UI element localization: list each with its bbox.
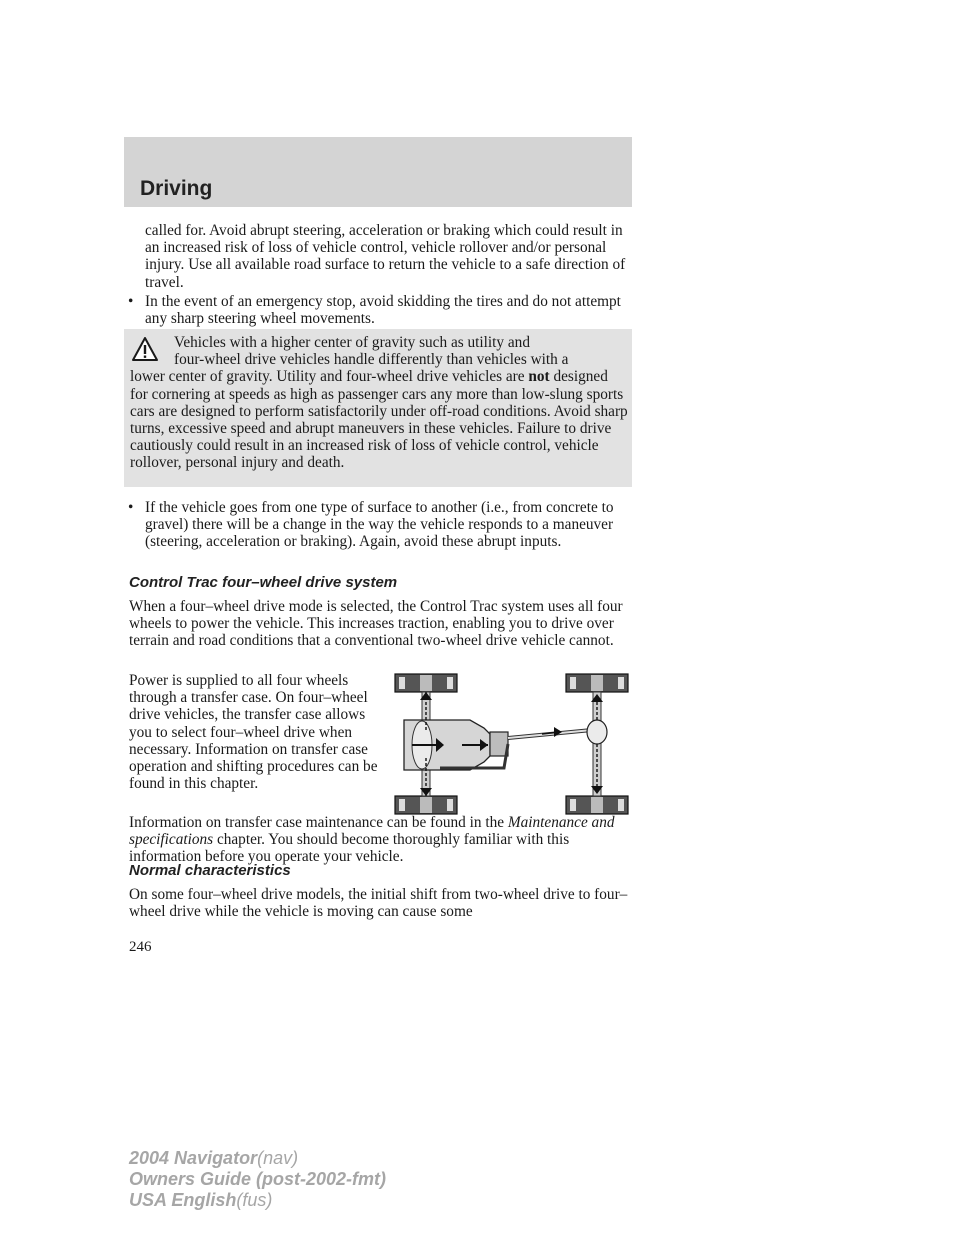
warning-line-2: four-wheel drive vehicles handle differently than vehicles with a	[174, 351, 569, 369]
footer-line-guide	[129, 1169, 386, 1190]
rear-right-wheel	[566, 796, 628, 814]
footer-language: USA English	[129, 1190, 237, 1210]
bullet-text: In the event of an emergency stop, avoid skidding the tires and do not attempt any sharp steering wheel movements.	[145, 293, 621, 328]
bullet-item-emergency-stop	[128, 293, 640, 327]
warning-text	[130, 334, 628, 472]
warning-line-1: Vehicles with a higher center of gravity such as utility and	[174, 334, 530, 351]
section-heading-normal-characteristics: Normal characteristics	[129, 862, 291, 879]
section-heading-control-trac: Control Trac four–wheel drive system	[129, 574, 398, 591]
warning-body	[130, 368, 628, 471]
footer-line-model	[129, 1148, 386, 1169]
footer-line-language	[129, 1190, 386, 1211]
warning-text-before: lower center of gravity. Utility and four-wheel drive vehicles are	[130, 368, 529, 386]
bullet-text: If the vehicle goes from one type of surface to another (i.e., from concrete to gravel) there will be a change in the way the vehicle responds to a maneuver (steering, acceleration or braking). Again, avoid these abrupt inputs.	[145, 499, 614, 551]
paragraph-3-text-after: chapter. You should become thoroughly familiar with this information before you operate your vehicle.	[129, 831, 570, 866]
front-right-wheel	[395, 796, 457, 814]
bullet-item-surface-change	[128, 499, 640, 551]
warning-text-after: designed for cornering at speeds as high as passenger cars any more than low-slung sports cars are designed to perform satisfactorily under off-road conditions. Avoid sharp turns, excessive speed and abrupt maneuvers in these vehicles. Failure to drive cautiously could result in an increased risk of loss of vehicle control, vehicle rollover, personal injury and death.	[130, 368, 628, 472]
bullet-marker: •	[128, 499, 134, 516]
section-title: Driving	[140, 177, 213, 200]
chapter-reference: Maintenance and specifications	[129, 814, 615, 849]
page-number: 246	[129, 939, 152, 955]
rear-left-wheel	[566, 674, 628, 692]
front-left-wheel	[395, 674, 457, 692]
continued-paragraph: called for. Avoid abrupt steering, acceleration or braking which could result in an increased risk of loss of vehicle control, vehicle rollover and/or personal injury. Use all available road surface to return the vehicle to a safe direction of travel.	[145, 222, 626, 291]
warning-emphasis: not	[528, 368, 550, 386]
control-trac-paragraph-3	[129, 814, 634, 866]
control-trac-paragraph-2: Power is supplied to all four wheels through a transfer case. On four–wheel drive vehicles, the transfer case allows you to select four–wheel drive when necessary. Information on transfer case operation and shifting procedures can be found in this chapter.	[129, 672, 378, 793]
bullet-marker: •	[128, 293, 134, 310]
footer-model: 2004 Navigator	[129, 1148, 258, 1168]
footer-model-code: (nav)	[257, 1148, 299, 1168]
control-trac-paragraph-1: When a four–wheel drive mode is selected, the Control Trac system uses all four wheels to power the vehicle. This increases traction, enabling you to drive over terrain and road conditions that a conventional two-wheel drive vehicle cannot.	[129, 598, 623, 650]
document-footer	[129, 1148, 386, 1211]
footer-language-code: (fus)	[236, 1190, 273, 1210]
normal-characteristics-paragraph: On some four–wheel drive models, the initial shift from two-wheel drive to four–wheel drive while the vehicle is moving can cause some	[129, 886, 628, 921]
rear-differential	[587, 720, 607, 744]
four-wheel-drivetrain-diagram	[392, 672, 632, 816]
footer-guide: Owners Guide (post-2002-fmt)	[129, 1169, 387, 1189]
paragraph-3-text: Information on transfer case maintenance can be found in the	[129, 814, 508, 831]
